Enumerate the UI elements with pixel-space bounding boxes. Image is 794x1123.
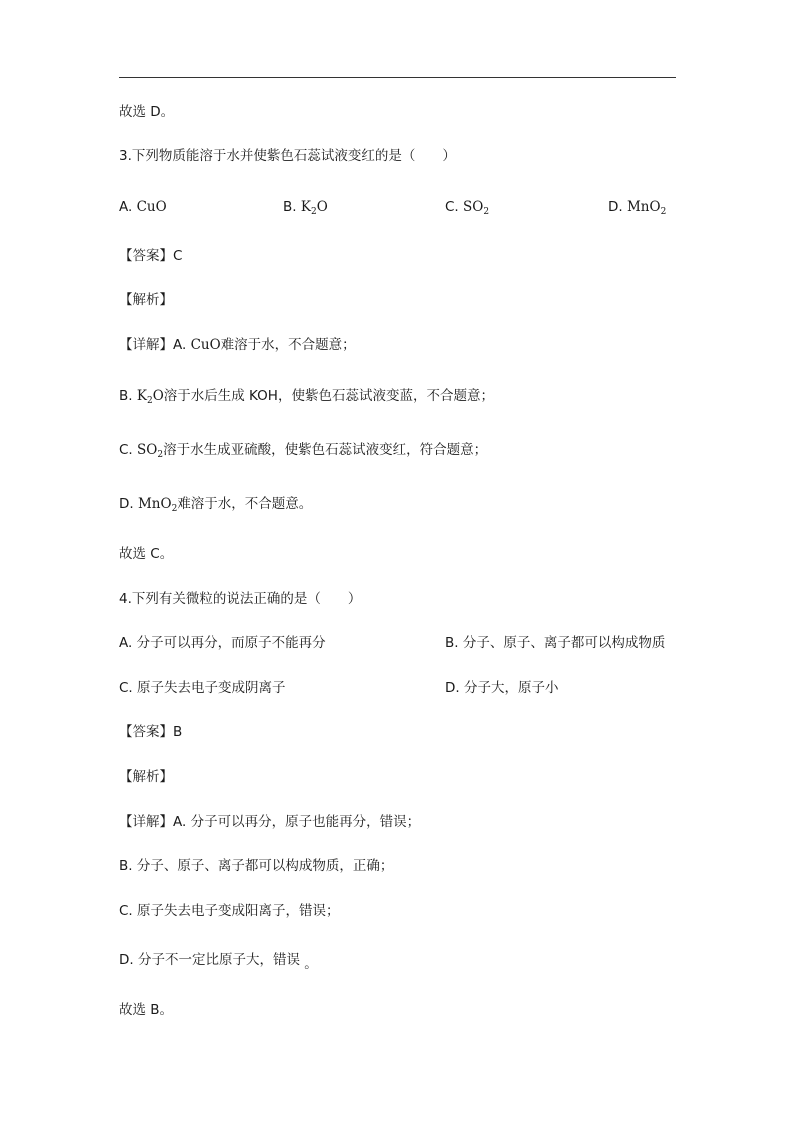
header-rule: [119, 77, 676, 78]
q3-option-a: A. CuO: [119, 199, 167, 215]
q3-option-b: B. $K_2O$: [283, 199, 328, 217]
q3-answer: 【答案】C: [119, 248, 183, 264]
q4-conclusion: 故选 B。: [119, 1002, 174, 1018]
q3-analysis-heading: 【解析】: [119, 292, 173, 308]
prev-conclusion: 故选 D。: [119, 104, 175, 120]
q3-option-d: D. MnO$_2$: [608, 199, 667, 217]
q3-detail-c: C. $SO_2$溶于水生成亚硫酸，使紫色石蕊试液变红，符合题意；: [119, 442, 488, 460]
q3-conclusion: 故选 C。: [119, 546, 174, 562]
q4-detail-a: 【详解】A. 分子可以再分，原子也能再分，错误；: [119, 814, 421, 830]
q4-detail-c: C. 原子失去电子变成阳离子，错误；: [119, 903, 340, 919]
q3-detail-d: D. MnO$_2$难溶于水，不合题意。: [119, 496, 313, 514]
q4-stem: 4.下列有关微粒的说法正确的是（ ）: [119, 591, 362, 607]
q3-detail-a: 【详解】A. CuO难溶于水，不合题意；: [119, 337, 356, 353]
q4-option-a: A. 分子可以再分，而原子不能再分: [119, 635, 326, 651]
q4-analysis-heading: 【解析】: [119, 769, 173, 785]
q3-stem: 3.下列物质能溶于水并使紫色石蕊试液变红的是（ ）: [119, 148, 456, 164]
q4-option-d: D. 分子大，原子小: [445, 680, 559, 696]
q4-option-c: C. 原子失去电子变成阴离子: [119, 680, 286, 696]
q3-option-c: C. $SO_2$: [445, 199, 490, 217]
q4-detail-b: B. 分子、原子、离子都可以构成物质，正确；: [119, 858, 394, 874]
q4-detail-d: D. 分子不一定比原子大，错误 。: [119, 952, 318, 972]
q4-answer: 【答案】B: [119, 724, 183, 740]
q3-detail-b: B. $K_2O$溶于水后生成 KOH，使紫色石蕊试液变蓝，不合题意；: [119, 388, 494, 406]
q4-option-b: B. 分子、原子、离子都可以构成物质: [445, 635, 666, 651]
